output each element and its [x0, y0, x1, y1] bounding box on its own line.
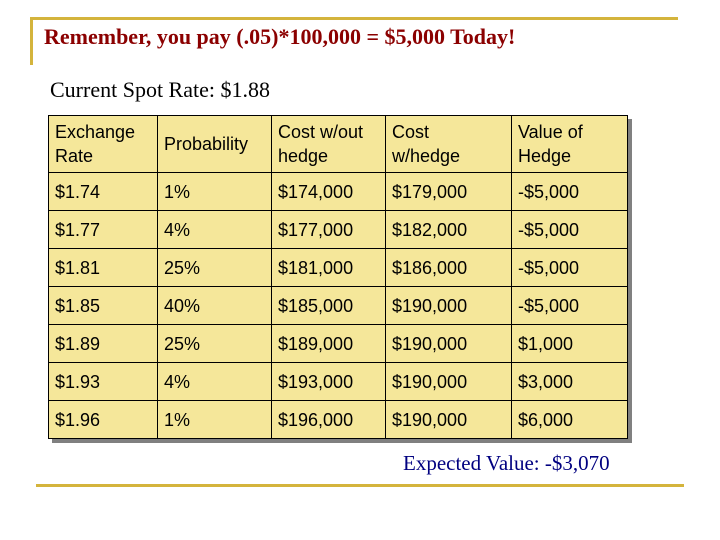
header-probability: Probability	[158, 116, 272, 173]
cell-probability: 1%	[158, 173, 272, 211]
cell-exchange-rate: $1.77	[49, 211, 158, 249]
cell-value-of-hedge: -$5,000	[512, 173, 628, 211]
cell-exchange-rate: $1.81	[49, 249, 158, 287]
table-header-row	[49, 116, 628, 173]
cell-cost-without-hedge: $185,000	[272, 287, 386, 325]
table-row	[49, 363, 628, 401]
cell-cost-with-hedge: $182,000	[386, 211, 512, 249]
cell-value-of-hedge: -$5,000	[512, 287, 628, 325]
table-row	[49, 287, 628, 325]
cell-cost-with-hedge: $186,000	[386, 249, 512, 287]
top-rule-line	[30, 17, 678, 20]
table-row	[49, 249, 628, 287]
cell-probability: 40%	[158, 287, 272, 325]
left-rule-line	[30, 17, 33, 65]
cell-probability: 4%	[158, 363, 272, 401]
cell-cost-with-hedge: $190,000	[386, 363, 512, 401]
cell-exchange-rate: $1.74	[49, 173, 158, 211]
cell-probability: 1%	[158, 401, 272, 439]
spot-rate-label: Current Spot Rate: $1.88	[50, 77, 270, 102]
table-row	[49, 173, 628, 211]
cell-cost-without-hedge: $193,000	[272, 363, 386, 401]
cell-cost-without-hedge: $196,000	[272, 401, 386, 439]
header-exchange-rate: Exchange Rate	[49, 116, 158, 173]
cell-cost-with-hedge: $179,000	[386, 173, 512, 211]
cell-value-of-hedge: -$5,000	[512, 249, 628, 287]
cell-cost-with-hedge: $190,000	[386, 401, 512, 439]
cell-probability: 25%	[158, 249, 272, 287]
cell-cost-with-hedge: $190,000	[386, 325, 512, 363]
expected-value-label: Expected Value: -$3,070	[403, 451, 610, 475]
cell-exchange-rate: $1.85	[49, 287, 158, 325]
cell-value-of-hedge: $6,000	[512, 401, 628, 439]
header-cost-with-hedge: Cost w/hedge	[386, 116, 512, 173]
cell-value-of-hedge: -$5,000	[512, 211, 628, 249]
cell-value-of-hedge: $3,000	[512, 363, 628, 401]
slide-title: Remember, you pay (.05)*100,000 = $5,000 Today!	[44, 24, 516, 49]
cell-exchange-rate: $1.96	[49, 401, 158, 439]
cell-cost-without-hedge: $189,000	[272, 325, 386, 363]
cell-cost-without-hedge: $181,000	[272, 249, 386, 287]
header-value-of-hedge: Value of Hedge	[512, 116, 628, 173]
cell-value-of-hedge: $1,000	[512, 325, 628, 363]
cell-probability: 25%	[158, 325, 272, 363]
cell-cost-without-hedge: $174,000	[272, 173, 386, 211]
cell-cost-with-hedge: $190,000	[386, 287, 512, 325]
cell-probability: 4%	[158, 211, 272, 249]
hedge-table	[48, 115, 628, 439]
table-row	[49, 401, 628, 439]
cell-cost-without-hedge: $177,000	[272, 211, 386, 249]
table-row	[49, 325, 628, 363]
cell-exchange-rate: $1.89	[49, 325, 158, 363]
header-cost-without-hedge: Cost w/out hedge	[272, 116, 386, 173]
cell-exchange-rate: $1.93	[49, 363, 158, 401]
table-row	[49, 211, 628, 249]
bottom-rule-line	[36, 484, 684, 487]
